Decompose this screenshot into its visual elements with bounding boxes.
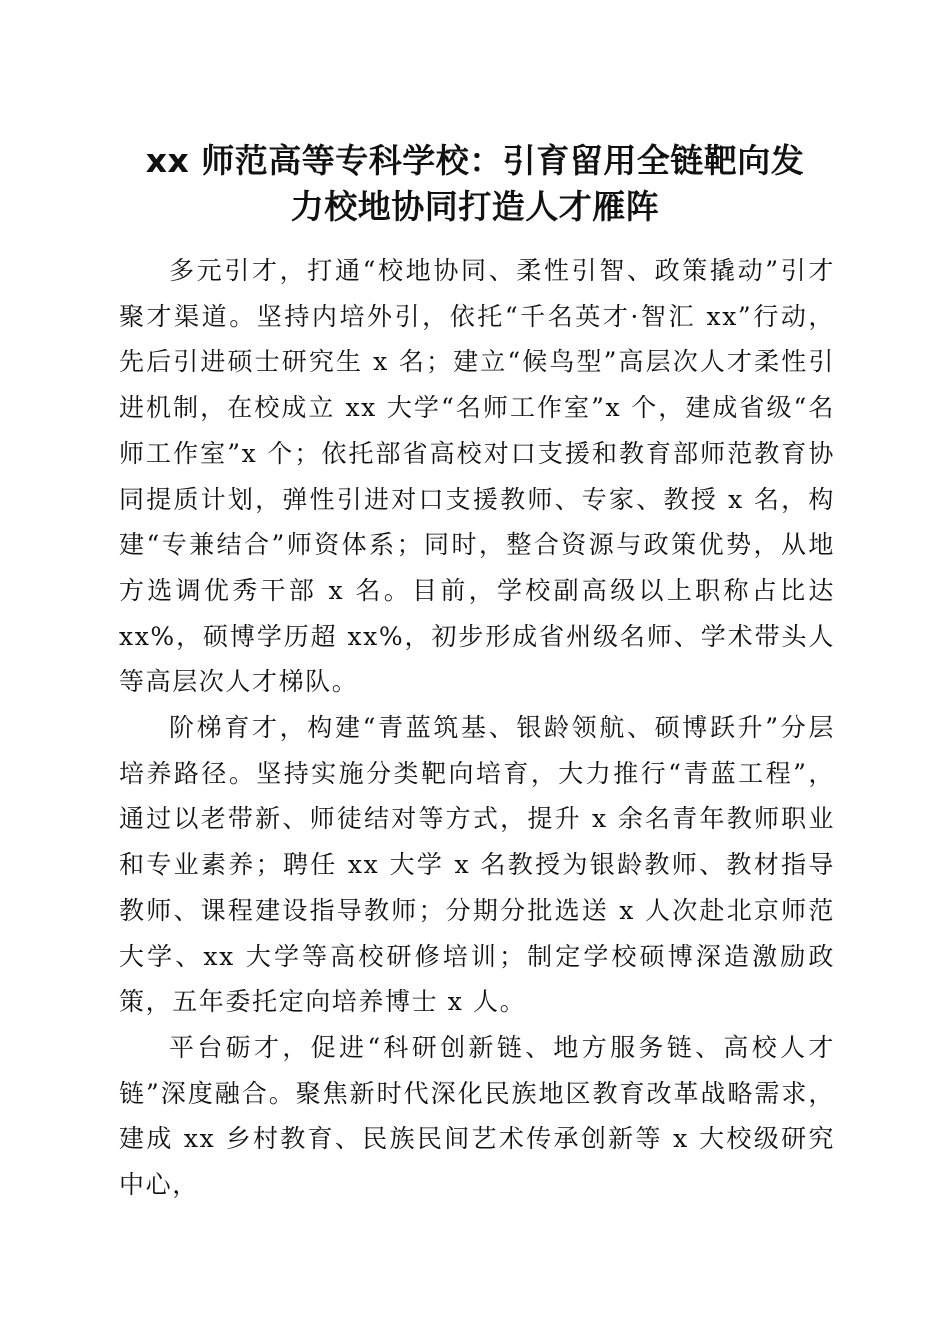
paragraph-talent-introduction: 多元引才，打通“校地协同、柔性引智、政策撬动”引才聚才渠道。坚持内培外引，依托“千名英才·智汇 xx”行动，先后引进硕士研究生 x 名；建立“候鸟型”高层次人才柔性引进机制，在校成立 xx 大学“名师工作室”x 个，建成省级“名师工作室”x 个；依托部省高校对口支援和教育部师范教育协同提质计划，弹性引进对口支援教师、专家、教授 x 名，构建“专兼结合”师资体系；同时，整合资源与政策优势，从地方选调优秀干部 x 名。目前，学校副高级以上职称占比达 xx%，硕博学历超 xx%，初步形成省州级名师、学术带头人等高层次人才梯队。 — [119, 256, 835, 697]
title-line-1: xx 师范高等专科学校：引育留用全链靶向发 — [145, 141, 805, 180]
document-body — [119, 248, 835, 1208]
title-line-2: 力校地协同打造人才雁阵 — [290, 187, 660, 226]
paragraph-talent-training: 阶梯育才，构建“青蓝筑基、银龄领航、硕博跃升”分层培养路径。坚持实施分类靶向培育，大力推行“青蓝工程”，通过以老带新、师徒结对等方式，提升 x 余名青年教师职业和专业素养；聘任 xx 大学 x 名教授为银龄教师、教材指导教师、课程建设指导教师；分期分批选送 x 人次赴北京师范大学、xx 大学等高校研修培训；制定学校硕博深造激励政策，五年委托定向培养博士 x 人。 — [119, 713, 835, 1017]
paragraph-platform-development: 平台砺才，促进“科研创新链、地方服务链、高校人才链”深度融合。聚焦新时代深化民族地区教育改革战略需求，建成 xx 乡村教育、民族民间艺术传承创新等 x 大校级研究中心， — [119, 1032, 835, 1200]
document-title — [110, 138, 840, 230]
